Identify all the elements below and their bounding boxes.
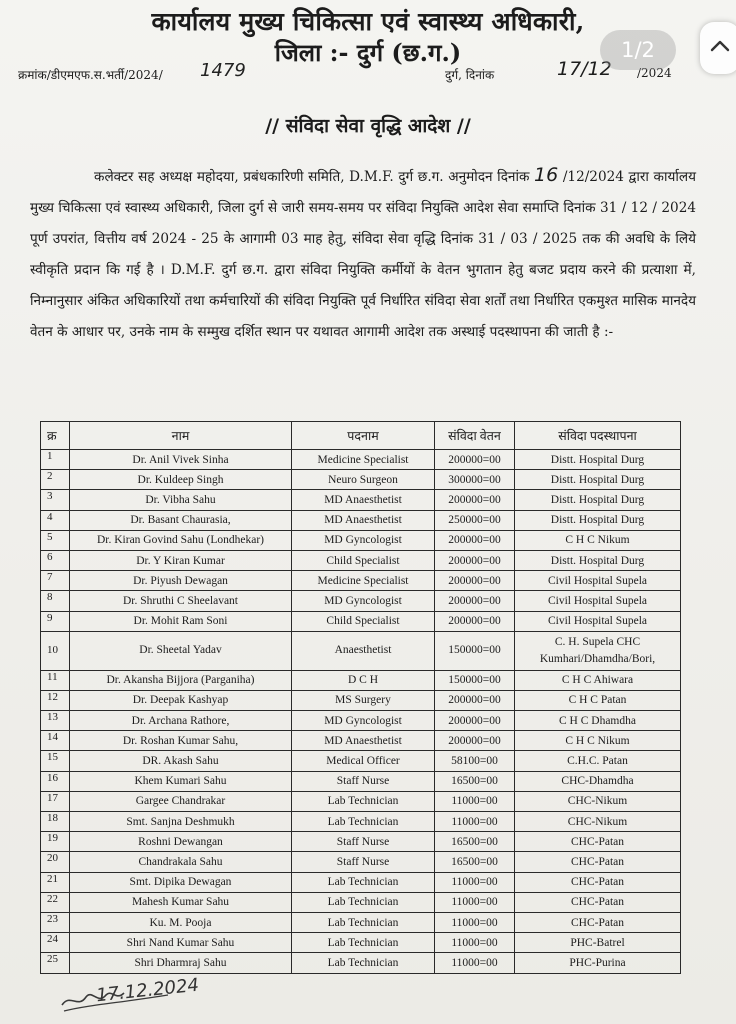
cell-sno: 11 [41, 670, 70, 690]
cell-salary: 200000=00 [435, 731, 515, 751]
cell-salary: 11000=00 [435, 933, 515, 953]
cell-sno: 17 [41, 791, 70, 811]
cell-salary: 11000=00 [435, 791, 515, 811]
cell-designation: Lab Technician [292, 812, 435, 832]
cell-name: Dr. Y Kiran Kumar [70, 550, 292, 570]
cell-name: Dr. Kuldeep Singh [70, 470, 292, 490]
order-body [30, 160, 696, 348]
cell-salary: 58100=00 [435, 751, 515, 771]
cell-designation: Lab Technician [292, 872, 435, 892]
cell-sno: 3 [41, 490, 70, 510]
table-body [41, 450, 681, 974]
header-designation: पदनाम [292, 422, 435, 450]
cell-sno: 22 [41, 892, 70, 912]
cell-sno: 24 [41, 933, 70, 953]
cell-posting: PHC-Purina [515, 953, 681, 973]
cell-name: Dr. Roshan Kumar Sahu, [70, 731, 292, 751]
cell-sno: 10 [41, 631, 70, 670]
table-row [41, 872, 681, 892]
cell-name: Khem Kumari Sahu [70, 771, 292, 791]
cell-sno: 2 [41, 470, 70, 490]
body-text-part2: /12/2024 द्वारा कार्यालय मुख्य चिकित्सा एवं स्वास्थ्य अधिकारी, जिला दुर्ग से जारी समय-समय पर संविदा नियुक्ति आदेश सेवा समाप्ति दिनांक 31 / 12 / 2024 पूर्ण उपरांत, वित्तीय वर्ष 2024 - 25 के आगामी 03 माह हेतु, संविदा सेवा वृद्धि दिनांक 31 / 03 / 2025 तक की अवधि के लिये स्वीकृति प्रदान कि गई है । D.M.F. दुर्ग छ.ग. द्वारा संविदा नियुक्ति कर्मीयों के वेतन भुगतान हेतु बजट प्रदाय करने की प्रत्याशा में, निम्नानुसार अंकित अधिकारियों तथा कर्मचारियों की संविदा नियुक्ति पूर्व निर्धारित संविदा सेवा शर्तों तथा निर्धारित एकमुश्त मासिक मानदेय वेतन के आधार पर, उनके नाम के सम्मुख दर्शित स्थान पर यथावत आगामी आदेश तक अस्थाई पदस्थापना की जाती है :- [30, 169, 696, 340]
cell-posting: CHC-Nikum [515, 791, 681, 811]
cell-name: Dr. Sheetal Yadav [70, 631, 292, 670]
cell-posting: C H C Ahiwara [515, 670, 681, 690]
table-row [41, 953, 681, 973]
cell-designation: Child Specialist [292, 611, 435, 631]
cell-posting: C.H.C. Patan [515, 751, 681, 771]
cell-designation: Lab Technician [292, 912, 435, 932]
cell-sno: 15 [41, 751, 70, 771]
cell-posting: CHC-Patan [515, 852, 681, 872]
chevron-up-icon [709, 36, 731, 58]
cell-designation: MD Anaesthetist [292, 731, 435, 751]
cell-posting: Civil Hospital Supela [515, 591, 681, 611]
cell-designation: Medical Officer [292, 751, 435, 771]
body-text-part1: कलेक्टर सह अध्यक्ष महोदया, प्रबंधकारिणी समिति, D.M.F. दुर्ग छ.ग. अनुमोदन दिनांक [94, 169, 530, 185]
cell-name: DR. Akash Sahu [70, 751, 292, 771]
cell-designation: MD Gyncologist [292, 591, 435, 611]
cell-designation: Staff Nurse [292, 771, 435, 791]
reference-number: 1479 [200, 60, 246, 81]
cell-name: Smt. Sanjna Deshmukh [70, 812, 292, 832]
cell-salary: 11000=00 [435, 812, 515, 832]
cell-salary: 200000=00 [435, 591, 515, 611]
cell-name: Smt. Dipika Dewagan [70, 872, 292, 892]
cell-salary: 11000=00 [435, 872, 515, 892]
handwritten-date: 17/12 [557, 58, 612, 80]
cell-sno: 19 [41, 832, 70, 852]
table-row [41, 771, 681, 791]
date-year: /2024 [637, 66, 672, 80]
table-row [41, 731, 681, 751]
cell-name: Dr. Kiran Govind Sahu (Londhekar) [70, 530, 292, 550]
office-title: कार्यालय मुख्य चिकित्सा एवं स्वास्थ्य अधिकारी, [151, 7, 585, 36]
cell-name: Dr. Anil Vivek Sinha [70, 450, 292, 470]
cell-salary: 11000=00 [435, 953, 515, 973]
signature-date: 17.12.2024 [95, 974, 200, 1007]
cell-posting: C H C Nikum [515, 731, 681, 751]
cell-name: Mahesh Kumar Sahu [70, 892, 292, 912]
cell-salary: 200000=00 [435, 490, 515, 510]
table-row [41, 550, 681, 570]
page-indicator: 1/2 [600, 30, 676, 70]
cell-posting: CHC-Patan [515, 892, 681, 912]
cell-sno: 1 [41, 450, 70, 470]
table-row [41, 490, 681, 510]
cell-name: Shri Dharmraj Sahu [70, 953, 292, 973]
cell-designation: MD Gyncologist [292, 711, 435, 731]
cell-designation: Staff Nurse [292, 832, 435, 852]
cell-posting: CHC-Patan [515, 872, 681, 892]
cell-sno: 6 [41, 550, 70, 570]
cell-name: Chandrakala Sahu [70, 852, 292, 872]
table-header-row [41, 422, 681, 450]
cell-posting: C H C Nikum [515, 530, 681, 550]
cell-salary: 16500=00 [435, 852, 515, 872]
cell-posting: CHC-Nikum [515, 812, 681, 832]
reference-label: क्रमांक/डीएमएफ.स.भर्ती/2024/ [18, 68, 163, 82]
table-row [41, 852, 681, 872]
table-row [41, 571, 681, 591]
cell-name: Shri Nand Kumar Sahu [70, 933, 292, 953]
header-name: नाम [70, 422, 292, 450]
cell-posting: CHC-Dhamdha [515, 771, 681, 791]
cell-posting: C. H. Supela CHC Kumhari/Dhamdha/Bori, [515, 631, 681, 670]
cell-name: Dr. Vibha Sahu [70, 490, 292, 510]
cell-posting: C H C Patan [515, 690, 681, 710]
cell-designation: MS Surgery [292, 690, 435, 710]
cell-name: Gargee Chandrakar [70, 791, 292, 811]
order-title: // संविदा सेवा वृद्धि आदेश // [265, 115, 471, 137]
cell-posting: Distt. Hospital Durg [515, 450, 681, 470]
table-row [41, 933, 681, 953]
table-row [41, 591, 681, 611]
cell-designation: MD Anaesthetist [292, 490, 435, 510]
cell-salary: 200000=00 [435, 611, 515, 631]
cell-salary: 200000=00 [435, 530, 515, 550]
cell-sno: 13 [41, 711, 70, 731]
table-row [41, 912, 681, 932]
cell-posting: Distt. Hospital Durg [515, 490, 681, 510]
cell-sno: 21 [41, 872, 70, 892]
collapse-button[interactable] [700, 22, 736, 74]
cell-name: Roshni Dewangan [70, 832, 292, 852]
cell-sno: 16 [41, 771, 70, 791]
cell-sno: 5 [41, 530, 70, 550]
table-row [41, 510, 681, 530]
cell-sno: 4 [41, 510, 70, 530]
table-row [41, 530, 681, 550]
header-posting: संविदा पदस्थापना [515, 422, 681, 450]
cell-posting: Civil Hospital Supela [515, 611, 681, 631]
cell-designation: Child Specialist [292, 550, 435, 570]
cell-designation: MD Gyncologist [292, 530, 435, 550]
cell-designation: D C H [292, 670, 435, 690]
table-row [41, 670, 681, 690]
cell-name: Dr. Akansha Bijjora (Parganiha) [70, 670, 292, 690]
place-date-label: दुर्ग, दिनांक [445, 68, 495, 82]
cell-sno: 14 [41, 731, 70, 751]
cell-sno: 23 [41, 912, 70, 932]
cell-sno: 8 [41, 591, 70, 611]
table-row [41, 812, 681, 832]
cell-designation: Lab Technician [292, 953, 435, 973]
table-row [41, 631, 681, 670]
cell-name: Dr. Piyush Dewagan [70, 571, 292, 591]
cell-designation: Lab Technician [292, 892, 435, 912]
cell-posting: Distt. Hospital Durg [515, 550, 681, 570]
approval-day: 16 [534, 164, 559, 186]
table-row [41, 751, 681, 771]
cell-designation: MD Anaesthetist [292, 510, 435, 530]
cell-sno: 20 [41, 852, 70, 872]
cell-name: Dr. Mohit Ram Soni [70, 611, 292, 631]
cell-posting: PHC-Batrel [515, 933, 681, 953]
cell-designation: Medicine Specialist [292, 450, 435, 470]
staff-table [40, 421, 681, 974]
cell-designation: Neuro Surgeon [292, 470, 435, 490]
table-row [41, 791, 681, 811]
cell-posting: CHC-Patan [515, 832, 681, 852]
cell-sno: 18 [41, 812, 70, 832]
cell-name: Ku. M. Pooja [70, 912, 292, 932]
cell-designation: Anaesthetist [292, 631, 435, 670]
cell-salary: 300000=00 [435, 470, 515, 490]
table-row [41, 832, 681, 852]
cell-sno: 25 [41, 953, 70, 973]
cell-salary: 200000=00 [435, 550, 515, 570]
cell-salary: 150000=00 [435, 631, 515, 670]
header-sno: क्र [41, 422, 70, 450]
cell-sno: 12 [41, 690, 70, 710]
table-row [41, 470, 681, 490]
table-row [41, 690, 681, 710]
table-row [41, 711, 681, 731]
cell-posting: CHC-Patan [515, 912, 681, 932]
cell-salary: 11000=00 [435, 892, 515, 912]
table-row [41, 450, 681, 470]
cell-designation: Staff Nurse [292, 852, 435, 872]
cell-salary: 200000=00 [435, 711, 515, 731]
cell-posting: Distt. Hospital Durg [515, 470, 681, 490]
cell-posting: Civil Hospital Supela [515, 571, 681, 591]
cell-sno: 7 [41, 571, 70, 591]
cell-name: Dr. Archana Rathore, [70, 711, 292, 731]
cell-salary: 150000=00 [435, 670, 515, 690]
district-title: जिला :- दुर्ग (छ.ग.) [274, 38, 462, 67]
cell-salary: 250000=00 [435, 510, 515, 530]
cell-salary: 16500=00 [435, 771, 515, 791]
cell-name: Dr. Deepak Kashyap [70, 690, 292, 710]
cell-designation: Medicine Specialist [292, 571, 435, 591]
table-row [41, 892, 681, 912]
header-salary: संविदा वेतन [435, 422, 515, 450]
cell-salary: 200000=00 [435, 571, 515, 591]
cell-posting: Distt. Hospital Durg [515, 510, 681, 530]
table-row [41, 611, 681, 631]
cell-salary: 11000=00 [435, 912, 515, 932]
cell-name: Dr. Shruthi C Sheelavant [70, 591, 292, 611]
cell-sno: 9 [41, 611, 70, 631]
cell-salary: 200000=00 [435, 450, 515, 470]
cell-designation: Lab Technician [292, 933, 435, 953]
cell-posting: C H C Dhamdha [515, 711, 681, 731]
cell-salary: 200000=00 [435, 690, 515, 710]
cell-designation: Lab Technician [292, 791, 435, 811]
cell-name: Dr. Basant Chaurasia, [70, 510, 292, 530]
cell-salary: 16500=00 [435, 832, 515, 852]
